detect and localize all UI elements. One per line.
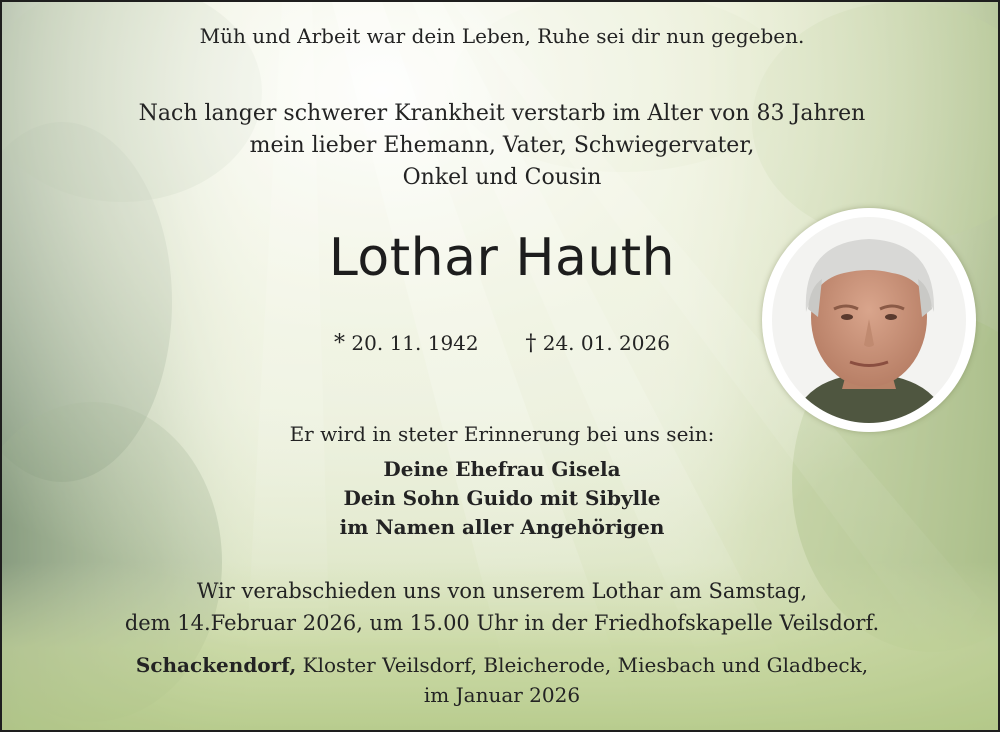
mourner: Deine Ehefrau Gisela — [383, 457, 621, 481]
motto: Müh und Arbeit war dein Leben, Ruhe sei dir nun gegeben. — [199, 24, 805, 48]
place-lead: Schackendorf, — [135, 653, 297, 677]
service-line: dem 14.Februar 2026, um 15.00 Uhr in der Friedhofskapelle Veilsdorf. — [124, 611, 880, 635]
deceased-name: Lothar Hauth — [328, 228, 676, 288]
death-date: 24. 01. 2026 — [542, 331, 670, 355]
birth-date: 20. 11. 1942 — [351, 331, 479, 355]
birth-star-icon: * — [334, 331, 346, 356]
death-cross-icon: † — [525, 331, 537, 356]
intro-line: mein lieber Ehemann, Vater, Schwiegervater, — [249, 133, 755, 158]
funeral-service-info — [2, 575, 1000, 639]
intro-text — [2, 98, 1000, 194]
intro-line: Onkel und Cousin — [402, 165, 602, 190]
place-rest: Kloster Veilsdorf, Bleicherode, Miesbach und Gladbeck, — [296, 653, 869, 677]
mourners-list — [2, 455, 1000, 542]
mourner: Dein Sohn Guido mit Sibylle — [343, 486, 661, 510]
mourner: im Namen aller Angehörigen — [339, 515, 665, 539]
intro-line: Nach langer schwerer Krankheit verstarb im Alter von 83 Jahren — [138, 101, 866, 126]
memory-line: Er wird in steter Erinnerung bei uns sein: — [289, 422, 715, 446]
notice-date: im Januar 2026 — [423, 683, 581, 707]
portrait-photo — [772, 217, 966, 423]
places-line — [2, 650, 1000, 680]
service-line: Wir verabschieden uns von unserem Lothar am Samstag, — [196, 579, 808, 603]
places-and-date — [2, 650, 1000, 710]
